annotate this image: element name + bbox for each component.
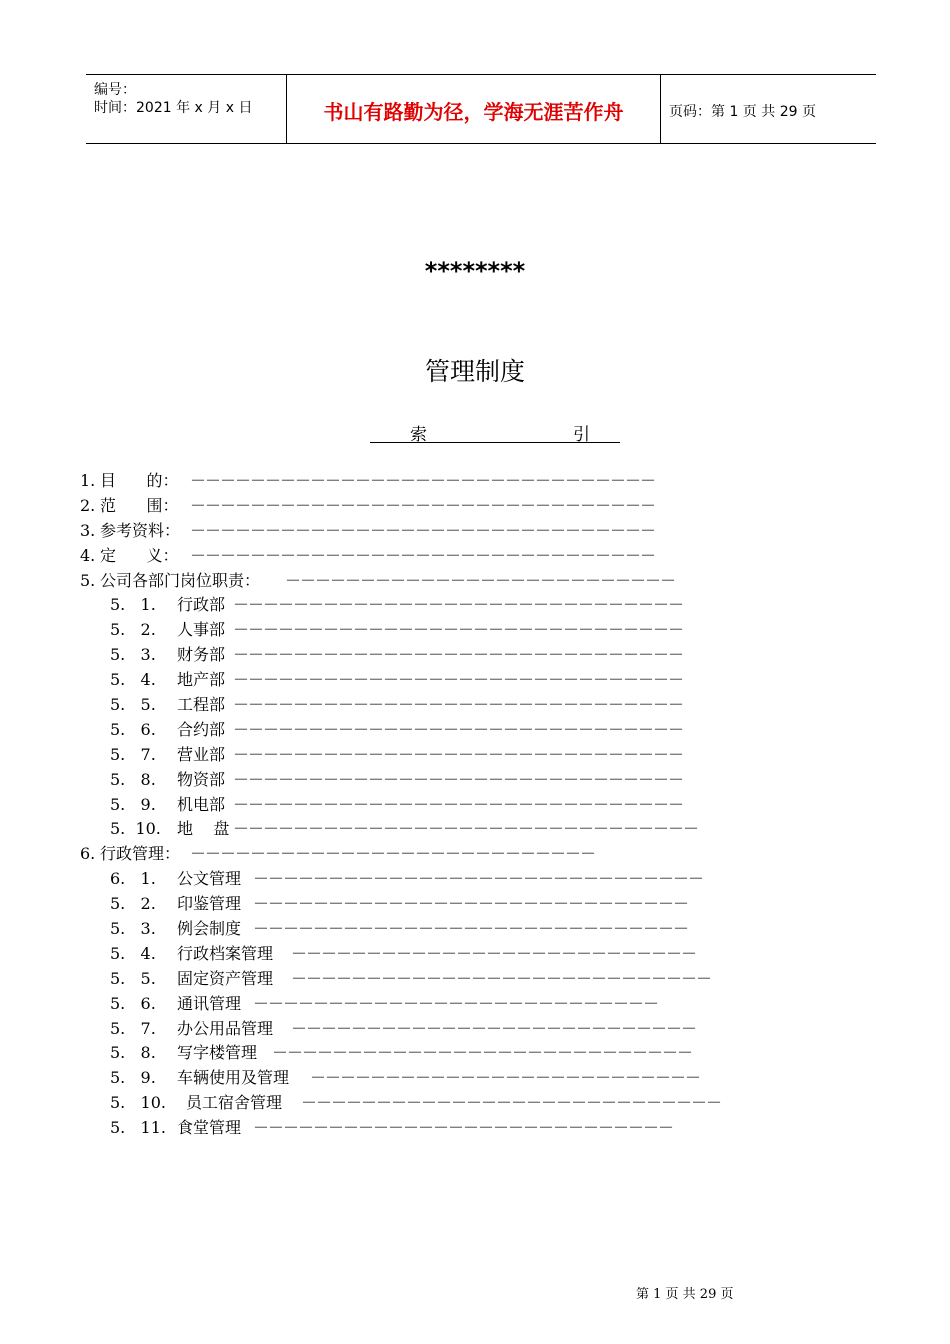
toc-entry-number: 5. 11. <box>110 1118 166 1138</box>
toc-entry-label: 车辆使用及管理 <box>177 1068 290 1088</box>
toc-entry-number: 6. <box>80 844 96 864</box>
toc-entry-number: 3. <box>80 520 96 540</box>
toc-entry-label: 定 义： <box>100 545 179 565</box>
toc-entry-number: 5. 8. <box>110 1043 156 1063</box>
toc-entry-number: 2. <box>80 495 96 515</box>
toc-entry-number: 4. <box>80 545 96 565</box>
toc-entry-label: 行政档案管理 <box>177 943 274 963</box>
toc-entry <box>80 544 880 569</box>
toc-entry-number: 5. 3. <box>110 919 156 939</box>
toc-leader-dashes: －－－－－－－－－－－－－－－－－－－－－－－－－－－－－－ <box>233 719 684 739</box>
toc-entry-label: 例会制度 <box>177 919 242 939</box>
toc-entry-number: 5. 4. <box>110 670 156 690</box>
toc-entry <box>80 842 880 867</box>
toc-entry-label: 目 的： <box>100 471 179 490</box>
toc-entry <box>80 569 880 594</box>
toc-entry <box>80 1066 880 1091</box>
toc-entry-number: 5. 6. <box>110 993 156 1013</box>
toc-entry <box>80 793 880 818</box>
toc-entry-number: 5. 5. <box>110 968 156 988</box>
toc-entry <box>80 1017 880 1042</box>
toc-entry-label: 行政部 <box>177 595 226 615</box>
toc-entry-number: 6. 1. <box>110 869 156 889</box>
toc-entry <box>80 967 880 992</box>
toc-entry-number: 5. 1. <box>110 595 156 615</box>
toc-entry-label: 公文管理 <box>177 869 242 889</box>
toc-entry-label: 写字楼管理 <box>177 1043 258 1063</box>
toc-leader-dashes: －－－－－－－－－－－－－－－－－－－－－－－－－－－－ <box>291 968 712 988</box>
toc-entry-number: 5. <box>80 570 96 590</box>
toc-entry-label: 固定资产管理 <box>177 968 274 988</box>
toc-leader-dashes: －－－－－－－－－－－－－－－－－－－－－－－－－－－－－－－ <box>190 471 656 490</box>
toc-entry <box>80 942 880 967</box>
toc-entry <box>80 718 880 743</box>
toc-entry <box>80 817 880 842</box>
toc-entry-number: 5. 8. <box>110 769 156 789</box>
page-footer: 第 1 页 共 29 页 <box>636 1287 734 1302</box>
document-title: 管理制度 <box>424 357 525 386</box>
toc-entry <box>80 668 880 693</box>
index-heading-left: 索 <box>410 425 427 445</box>
toc-leader-dashes: －－－－－－－－－－－－－－－－－－－－－－－－－－－－－ <box>253 919 689 939</box>
toc-entry-number: 5. 7. <box>110 744 156 764</box>
toc-leader-dashes: －－－－－－－－－－－－－－－－－－－－－－－－－－ <box>285 570 676 590</box>
toc-entry <box>80 917 880 942</box>
toc-entry <box>80 1041 880 1066</box>
toc-entry <box>80 618 880 643</box>
toc-leader-dashes: －－－－－－－－－－－－－－－－－－－－－－－－－－－－－－－ <box>190 520 656 540</box>
toc-entry <box>80 992 880 1017</box>
toc-leader-dashes: －－－－－－－－－－－－－－－－－－－－－－－－－－－－－－ <box>233 620 684 640</box>
toc-entry <box>80 1091 880 1116</box>
header-page-cell <box>661 75 876 143</box>
toc-leader-dashes: －－－－－－－－－－－－－－－－－－－－－－－－－－－－ <box>272 1043 693 1063</box>
toc-leader-dashes: －－－－－－－－－－－－－－－－－－－－－－－－－－－－－－ <box>233 670 684 690</box>
toc-leader-dashes: －－－－－－－－－－－－－－－－－－－－－－－－－－－－－－ <box>233 744 684 764</box>
toc-entry <box>80 1116 880 1141</box>
toc-entry <box>80 593 880 618</box>
page-info-label: 页码：第 1 页 共 29 页 <box>669 104 816 120</box>
document-header <box>86 74 876 144</box>
index-heading-right: 引 <box>573 425 590 445</box>
toc-entry-number: 5. 3. <box>110 645 156 665</box>
toc-entry-label: 营业部 <box>177 744 226 764</box>
document-number-label: 编号： <box>94 82 136 98</box>
toc-entry <box>80 867 880 892</box>
company-name-placeholder: ******** <box>424 257 526 285</box>
toc-leader-dashes: －－－－－－－－－－－－－－－－－－－－－－－－－－－－－－ <box>233 794 684 814</box>
toc-entry-label: 参考资料： <box>100 520 181 540</box>
toc-entry-label: 物资部 <box>177 769 226 789</box>
toc-entry-label: 财务部 <box>177 645 226 665</box>
toc-entry <box>80 469 880 494</box>
toc-entry <box>80 519 880 544</box>
toc-entry-label: 办公用品管理 <box>177 1018 274 1038</box>
toc-entry-label: 地 盘 <box>177 819 230 839</box>
toc-leader-dashes: －－－－－－－－－－－－－－－－－－－－－－－－－－－－－－ <box>233 595 684 615</box>
toc-leader-dashes: －－－－－－－－－－－－－－－－－－－－－－－－－－－ <box>253 993 659 1013</box>
toc-entry <box>80 494 880 519</box>
toc-leader-dashes: －－－－－－－－－－－－－－－－－－－－－－－－－－－－－－ <box>233 769 684 789</box>
motto-text: 书山有路勤为径，学海无涯苦作舟 <box>323 100 624 124</box>
toc-leader-dashes: －－－－－－－－－－－－－－－－－－－－－－－－－－－－－－－ <box>190 545 656 565</box>
toc-entry-number: 5. 10. <box>110 819 161 839</box>
table-of-contents <box>80 469 880 1141</box>
toc-entry-number: 5. 6. <box>110 719 156 739</box>
header-motto-cell <box>287 75 661 143</box>
toc-leader-dashes: －－－－－－－－－－－－－－－－－－－－－－－－－－－－－－－ <box>233 819 699 839</box>
toc-entry <box>80 693 880 718</box>
toc-leader-dashes: －－－－－－－－－－－－－－－－－－－－－－－－－－－ <box>291 943 697 963</box>
header-meta-cell <box>86 75 287 143</box>
toc-entry-label: 行政管理： <box>100 844 181 864</box>
toc-entry-label: 范 围： <box>100 495 179 515</box>
toc-entry-label: 地产部 <box>177 670 226 690</box>
document-time-label: 时间：2021 年 x 月 x 日 <box>94 100 253 116</box>
toc-entry-number: 5. 9. <box>110 794 156 814</box>
toc-entry-label: 人事部 <box>177 620 226 640</box>
toc-entry-number: 5. 2. <box>110 894 156 914</box>
toc-entry <box>80 643 880 668</box>
toc-entry-number: 5. 5. <box>110 695 156 715</box>
toc-leader-dashes: －－－－－－－－－－－－－－－－－－－－－－－－－－－－ <box>301 1093 722 1113</box>
toc-entry-label: 通讯管理 <box>177 993 242 1013</box>
index-heading <box>370 420 620 443</box>
toc-entry-number: 5. 2. <box>110 620 156 640</box>
toc-entry-number: 5. 7. <box>110 1018 156 1038</box>
toc-entry-label: 食堂管理 <box>177 1118 242 1138</box>
toc-leader-dashes: －－－－－－－－－－－－－－－－－－－－－－－－－－－－－－ <box>253 869 704 889</box>
toc-entry-label: 员工宿舍管理 <box>186 1093 283 1113</box>
toc-entry-number: 5. 10. <box>110 1093 166 1113</box>
toc-entry-label: 合约部 <box>177 719 226 739</box>
toc-entry <box>80 743 880 768</box>
toc-leader-dashes: －－－－－－－－－－－－－－－－－－－－－－－－－－－ <box>291 1018 697 1038</box>
toc-entry-number: 1. <box>80 471 96 490</box>
toc-entry <box>80 892 880 917</box>
toc-leader-dashes: －－－－－－－－－－－－－－－－－－－－－－－－－－－ <box>190 844 596 864</box>
toc-entry-label: 机电部 <box>177 794 226 814</box>
toc-entry-label: 工程部 <box>177 695 226 715</box>
toc-leader-dashes: －－－－－－－－－－－－－－－－－－－－－－－－－－－－－－－ <box>190 495 656 515</box>
toc-entry <box>80 768 880 793</box>
toc-entry-number: 5. 9. <box>110 1068 156 1088</box>
toc-entry-label: 公司各部门岗位职责： <box>100 570 261 590</box>
toc-leader-dashes: －－－－－－－－－－－－－－－－－－－－－－－－－－－－－ <box>253 894 689 914</box>
toc-leader-dashes: －－－－－－－－－－－－－－－－－－－－－－－－－－－－ <box>253 1118 674 1138</box>
toc-leader-dashes: －－－－－－－－－－－－－－－－－－－－－－－－－－－－－－ <box>233 645 684 665</box>
toc-entry-number: 5. 4. <box>110 943 156 963</box>
toc-entry-label: 印鉴管理 <box>177 894 242 914</box>
toc-leader-dashes: －－－－－－－－－－－－－－－－－－－－－－－－－－ <box>310 1068 701 1088</box>
toc-leader-dashes: －－－－－－－－－－－－－－－－－－－－－－－－－－－－－－ <box>233 695 684 715</box>
